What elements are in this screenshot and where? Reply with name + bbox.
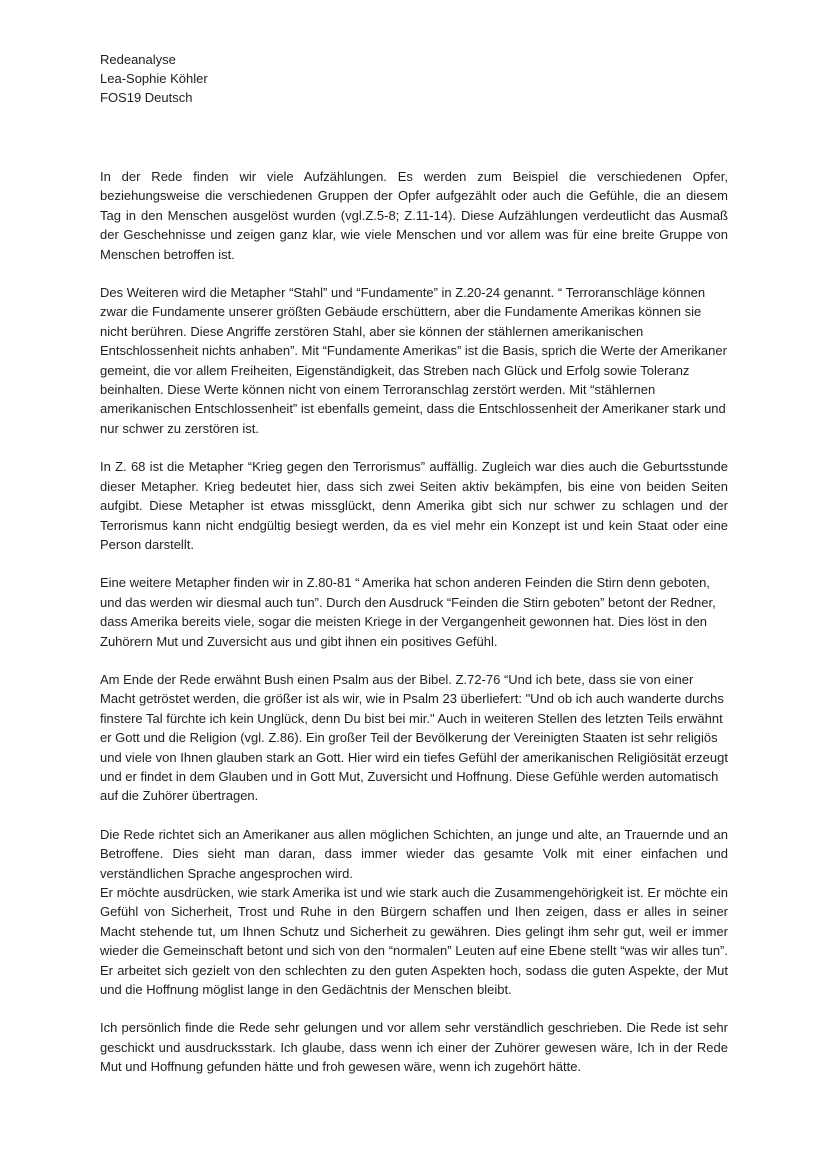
paragraph-metaphor-enemies: Eine weitere Metapher finden wir in Z.80-81 “ Amerika hat schon anderen Feinden die Stirn denn geboten, und das werden wir diesmal auch tun”. Durch den Ausdruck “Feinden die Stirn geboten” betont der Redner, dass Amerika bereits viele, sogar die meisten Kriege in der Vergangenheit gewonnen hat. Dies löst in den Zuhörern Mut und Zuversicht aus und gibt ihnen ein positives Gefühl. (100, 575, 716, 649)
paragraph-audience: Die Rede richtet sich an Amerikaner aus allen möglichen Schichten, an junge und alte, an Trauernde und an Betroffene. Dies sieht man daran, dass immer wieder das gesamte Volk mit einer einfachen und verständlichen Sprache angesprochen wird. (100, 826, 728, 881)
document-page (100, 50, 728, 1096)
paragraph-conclusion: Ich persönlich finde die Rede sehr gelungen und vor allem sehr verständlich geschrieben. Die Rede ist sehr geschickt und ausdrucksstark. Ich glaube, dass wenn ich einer der Zuhörer gewesen wäre, Ich in der Rede Mut und Hoffnung gefunden hätte und froh gewesen wäre, wenn ich zugehört hätte. (100, 1020, 728, 1075)
document-header (100, 50, 728, 107)
paragraph-metaphor-war: In Z. 68 ist die Metapher “Krieg gegen den Terrorismus” auffällig. Zugleich war dies auch die Geburtsstunde dieser Metapher. Krieg bedeutet hier, dass sich zwei Seiten aktiv bekämpfen, bis eine von beiden Seiten aufgibt. Diese Metapher ist etwas missglückt, denn Amerika gibt sich nur schwer zu schlagen und der Terrorismus kann nicht endgültig besiegt werden, da es viel mehr ein Konzept ist und kein Staat oder eine Person darstellt. (100, 459, 728, 552)
paragraph-metaphor-steel: Des Weiteren wird die Metapher “Stahl” und “Fundamente” in Z.20-24 genannt. “ Terroranschläge können zwar die Fundamente unserer größten Gebäude erschüttern, aber die Fundamente Amerikas können sie nicht berühren. Diese Angriffe zerstören Stahl, aber sie können der stählernen amerikanischen Entschlossenheit nichts anhaben”. Mit “Fundamente Amerikas” ist die Basis, sprich die Werte der Amerikaner gemeint, die vor allem Freiheiten, Eigenständigkeit, das Streben nach Glück und Erfolg sowie Toleranz beinhalten. Diese Werte können nicht von einem Terroranschlag zerstört werden. Mit “stählernen amerikanischen Entschlossenheit” ist ebenfalls gemeint, dass die Entschlossenheit der Amerikaner stark und nur schwer zu zerstören ist. (100, 285, 727, 436)
paragraph-psalm: Am Ende der Rede erwähnt Bush einen Psalm aus der Bibel. Z.72-76 “Und ich bete, dass sie von einer Macht getröstet werden, die größer ist als wir, wie in Psalm 23 überliefert: "Und ob ich auch wanderte durchs finstere Tal fürchte ich kein Unglück, denn Du bist bei mir." Auch in weiteren Stellen des letzten Teils erwähnt er Gott und die Religion (vgl. Z.86). Ein großer Teil der Bevölkerung der Vereinigten Staaten ist sehr religiös und viele von Ihnen glauben stark an Gott. Hier wird ein tiefes Gefühl der amerikanischen Religiösität erzeugt und er findet in dem Glauben und in Gott Mut, Zuversicht und Hoffnung. Diese Gefühle werden automatisch auf die Zuhörer übertragen. (100, 671, 728, 804)
course-name: FOS19 Deutsch (100, 90, 193, 105)
author-name: Lea-Sophie Köhler (100, 71, 208, 86)
paragraph-intention: Er möchte ausdrücken, wie stark Amerika ist und wie stark auch die Zusammengehörigkeit ist. Er möchte ein Gefühl von Sicherheit, Trost und Ruhe in den Bürgern schaffen und Ihen zeigen, dass er alles in seiner Macht stehende tut, um Ihnen Schutz und Sicherheit zu gewähren. Dies gelingt ihm sehr gut, weil er immer wieder die Gemeinschaft betont und sich von den “normalen” Leuten auf eine Ebene stellt “was wir alles tun”. Er arbeitet sich gezielt von den schlechten zu den guten Aspekten hoch, sodass die guten Aspekte, der Mut und die Hoffnung möglist lange in den Gedächtnis der Menschen bleibt. (100, 885, 728, 998)
paragraph-enumerations: In der Rede finden wir viele Aufzählungen. Es werden zum Beispiel die verschiedenen Opfer, beziehungsweise die verschiedenen Gruppen der Opfer aufgezählt oder auch die Gefühle, die an diesem Tag in den Menschen ausgelöst wurden (vgl.Z.5-8; Z.11-14). Diese Aufzählungen verdeutlicht das Ausmaß der Geschehnisse und zeigen ganz klar, wie viele Menschen und vor allem was für eine breite Gruppe von Menschen betroffen ist. (100, 169, 728, 262)
document-title: Redeanalyse (100, 52, 176, 67)
document-body (100, 167, 728, 1077)
